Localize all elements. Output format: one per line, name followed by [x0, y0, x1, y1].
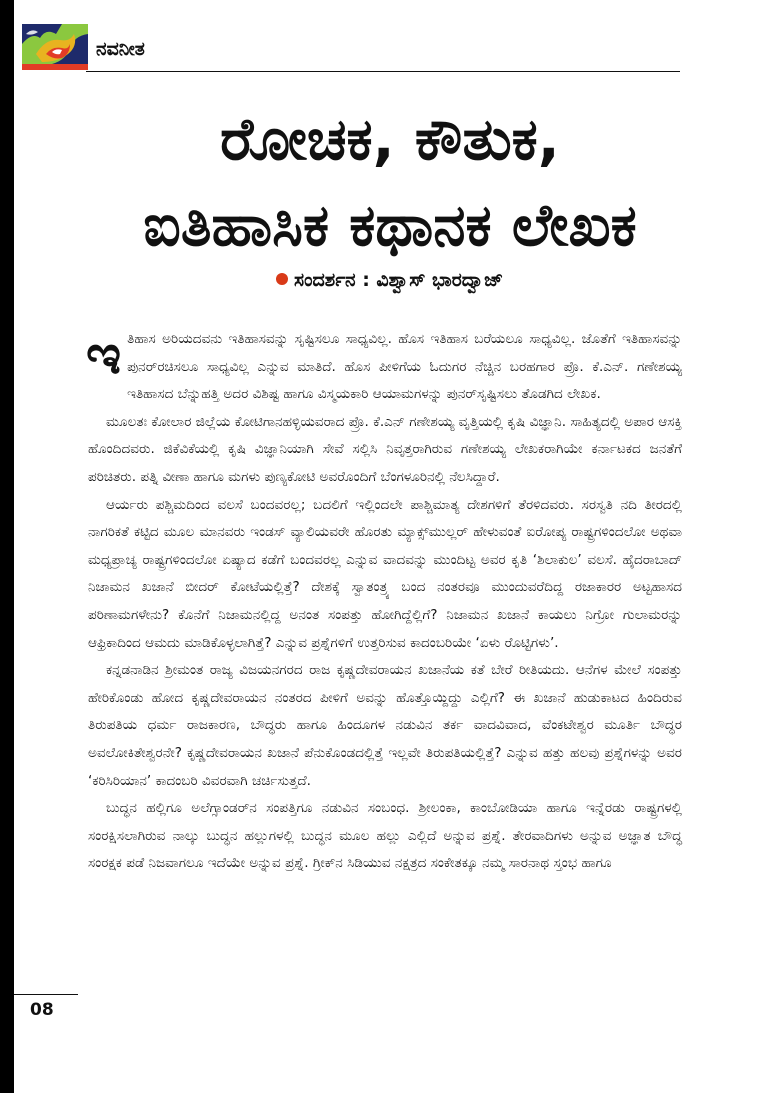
header-rule — [86, 71, 680, 72]
paragraph-1 — [86, 323, 682, 409]
article-body — [86, 323, 682, 878]
page-number: 08 — [30, 1000, 54, 1020]
footer-rule — [14, 994, 78, 995]
drop-cap: ಇ — [86, 323, 122, 386]
title-line-1: ರೋಚಕ, ಕೌತುಕ, — [220, 105, 560, 173]
paragraph-3: ಆರ್ಯರು ಪಶ್ಚಿಮದಿಂದ ವಲಸೆ ಬಂದವರಲ್ಲ; ಬದಲಿಗೆ ಇಲ್ಲಿಂದಲೇ ಪಾಶ್ಚಿಮಾತ್ಯ ದೇಶಗಳಿಗೆ ತೆರಳಿದವರು. ಸರಸ್ವತಿ ನದಿ ತೀರದಲ್ಲಿ ನಾಗರಿಕತೆ ಕಟ್ಟಿದ ಮೂಲ ಮಾನವರು ಇಂಡಸ್ ವ್ಯಾಲಿಯವರೇ ಹೊರತು ಮ್ಯಾಕ್ಸ್‌ಮುಲ್ಲರ್ ಹೇಳುವಂತೆ ಐರೋಪ್ಯ ರಾಷ್ಟ್ರಗಳಿಂದಲೋ ಅಥವಾ ಮಧ್ಯಪ್ರಾಚ್ಯ ರಾಷ್ಟ್ರಗಳಿಂದಲೋ ಏಷ್ಯಾದ ಕಡೆಗೆ ಬಂದವರಲ್ಲ ಎನ್ನುವ ವಾದವನ್ನು ಮುಂದಿಟ್ಟ ಅವರ ಕೃತಿ ‘ಶಿಲಾಕುಲ’ ವಲಸೆ. ಹೈದರಾಬಾದ್ ನಿಜಾಮನ ಖಜಾನೆ ಬೀದರ್ ಕೋಟೆಯಲ್ಲಿತ್ತೆ? ದೇಶಕ್ಕೆ ಸ್ವಾತಂತ್ರ್ಯ ಬಂದ ನಂತರವೂ ಮುಂದುವರೆದಿದ್ದ ರಜಾಕಾರರ ಅಟ್ಟಹಾಸದ ಪರಿಣಾಮಗಳೇನು? ಕೊನೆಗೆ ನಿಜಾಮನಲ್ಲಿದ್ದ ಅನಂತ ಸಂಪತ್ತು ಹೋಗಿದ್ದೆಲ್ಲಿಗೆ? ನಿಜಾಮನ ಖಜಾನೆ ಕಾಯಲು ನಿಗ್ರೋ ಗುಲಾಮರನ್ನು ಆಫ್ರಿಕಾದಿಂದ ಆಮದು ಮಾಡಿಕೊಳ್ಳಲಾಗಿತ್ತೆ? ಎನ್ನುವ ಪ್ರಶ್ನೆಗಳಿಗೆ ಉತ್ತರಿಸುವ ಕಾದಂಬರಿಯೇ ‘ಏಳು ರೊಟ್ಟಿಗಳು’. — [88, 496, 682, 651]
section-name: ನವನೀತ — [96, 38, 145, 60]
paragraph-4: ಕನ್ನಡನಾಡಿನ ಶ್ರೀಮಂತ ರಾಜ್ಯ ವಿಜಯನಗರದ ರಾಜ ಕೃಷ್ಣದೇವರಾಯನ ಖಜಾನೆಯ ಕತೆ ಬೇರೆ ರೀತಿಯದು. ಆನೆಗಳ ಮೇಲೆ ಸಂಪತ್ತು ಹೇರಿಕೊಂಡು ಹೋದ ಕೃಷ್ಣದೇವರಾಯನ ನಂತರದ ಪೀಳಿಗೆ ಅವನ್ನು ಹೊತ್ತೊಯ್ದಿದ್ದು ಎಲ್ಲಿಗೆ? ಈ ಖಜಾನೆ ಹುಡುಕಾಟದ ಹಿಂದಿರುವ ತಿರುಪತಿಯ ಧರ್ಮ ರಾಜಕಾರಣ, ಬೌದ್ಧರು ಹಾಗೂ ಹಿಂದೂಗಳ ನಡುವಿನ ತರ್ಕ ವಾದವಿವಾದ, ವೆಂಕಟೇಶ್ವರ ಮೂರ್ತಿ ಬೌದ್ಧರ ಅವಲೋಕಿತೇಶ್ವರನೇ? ಕೃಷ್ಣದೇವರಾಯನ ಖಜಾನೆ ಪೆನುಕೊಂಡದಲ್ಲಿತ್ತೆ ಇಲ್ಲವೇ ತಿರುಪತಿಯಲ್ಲಿತ್ತೆ? ಎನ್ನುವ ಹತ್ತು ಹಲವು ಪ್ರಶ್ನೆಗಳನ್ನು ಅವರ ‘ಕರಿಸಿರಿಯಾನ’ ಕಾದಂಬರಿ ವಿವರವಾಗಿ ಚರ್ಚಿಸುತ್ತದೆ. — [88, 662, 682, 789]
article-title — [20, 96, 760, 268]
byline — [276, 269, 503, 291]
byline-text: ಸಂದರ್ಶನ : ವಿಶ್ವಾಸ್ ಭಾರದ್ವಾಜ್ — [294, 269, 504, 291]
paragraph-1-text: ತಿಹಾಸ ಅರಿಯದವನು ಇತಿಹಾಸವನ್ನು ಸೃಷ್ಟಿಸಲೂ ಸಾಧ್ಯವಿಲ್ಲ. ಹೊಸ ಇತಿಹಾಸ ಬರೆಯಲೂ ಸಾಧ್ಯವಿಲ್ಲ. ಜೊತೆಗೆ ಇತಿಹಾಸವನ್ನು ಪುನರ್‌ರಚಿಸಲೂ ಸಾಧ್ಯವಿಲ್ಲ ಎನ್ನುವ ಮಾತಿದೆ. ಹೊಸ ಪೀಳಿಗೆಯ ಓದುಗರ ನೆಚ್ಚಿನ ಬರಹಗಾರ ಪ್ರೊ. ಕೆ.ಎನ್. ಗಣೇಶಯ್ಯ ಇತಿಹಾಸದ ಬೆನ್ನುಹತ್ತಿ ಅದರ ವಿಶಿಷ್ಟ ಹಾಗೂ ವಿಸ್ಮಯಕಾರಿ ಆಯಾಮಗಳನ್ನು ಪುನರ್‌ಸೃಷ್ಟಿಸಲು ತೊಡಗಿದ ಲೇಖಕ. — [127, 331, 682, 403]
bullet-dot-icon — [276, 273, 288, 285]
title-line-2: ಐತಿಹಾಸಿಕ ಕಥಾನಕ ಲೇಖಕ — [143, 191, 637, 259]
paragraph-2: ಮೂಲತಃ ಕೋಲಾರ ಜಿಲ್ಲೆಯ ಕೋಟಿಗಾನಹಳ್ಳಿಯವರಾದ ಪ್ರೊ. ಕೆ.ಎನ್ ಗಣೇಶಯ್ಯ ವೃತ್ತಿಯಲ್ಲಿ ಕೃಷಿ ವಿಜ್ಞಾನಿ. ಸಾಹಿತ್ಯದಲ್ಲಿ ಅಪಾರ ಆಸಕ್ತಿ ಹೊಂದಿದವರು. ಜಿಕೆವಿಕೆಯಲ್ಲಿ ಕೃಷಿ ವಿಜ್ಞಾನಿಯಾಗಿ ಸೇವೆ ಸಲ್ಲಿಸಿ ನಿವೃತ್ತರಾಗಿರುವ ಗಣೇಶಯ್ಯ ಲೇಖಕರಾಗಿಯೇ ಕರ್ನಾಟಕದ ಜನತೆಗೆ ಪರಿಚಿತರು. ಪತ್ನಿ ವೀಣಾ ಹಾಗೂ ಮಗಳು ಪುಣ್ಯಕೋಟಿ ಅವರೊಂದಿಗೆ ಬೆಂಗಳೂರಿನಲ್ಲಿ ನೆಲಸಿದ್ದಾರೆ. — [88, 413, 682, 485]
paragraph-5: ಬುದ್ಧನ ಹಲ್ಲಿಗೂ ಅಲೆಗ್ಸಾಂಡರ್‌ನ ಸಂಪತ್ತಿಗೂ ನಡುವಿನ ಸಂಬಂಧ. ಶ್ರೀಲಂಕಾ, ಕಾಂಬೋಡಿಯಾ ಹಾಗೂ ಇನ್ನೆರಡು ರಾಷ್ಟ್ರಗಳಲ್ಲಿ ಸಂರಕ್ಷಿಸಲಾಗಿರುವ ನಾಲ್ಕು ಬುದ್ಧನ ಹಲ್ಲುಗಳಲ್ಲಿ ಬುದ್ಧನ ಮೂಲ ಹಲ್ಲು ಎಲ್ಲಿದೆ ಅನ್ನುವ ಪ್ರಶ್ನೆ. ತೇರವಾದಿಗಳು ಅನ್ನುವ ಅಜ್ಞಾತ ಬೌದ್ಧ ಸಂರಕ್ಷಕ ಪಡೆ ನಿಜವಾಗಲೂ ಇದೆಯೇ ಅನ್ನುವ ಪ್ರಶ್ನೆ. ಗ್ರೀಕ್‌ನ ಸಿಡಿಯುವ ನಕ್ಷತ್ರದ ಸಂಕೇತಕ್ಕೂ ನಮ್ಮ ಸಾರನಾಥ ಸ್ತಂಭ ಹಾಗೂ — [88, 800, 682, 872]
left-margin-bar — [0, 0, 14, 1093]
magazine-logo — [22, 24, 88, 70]
